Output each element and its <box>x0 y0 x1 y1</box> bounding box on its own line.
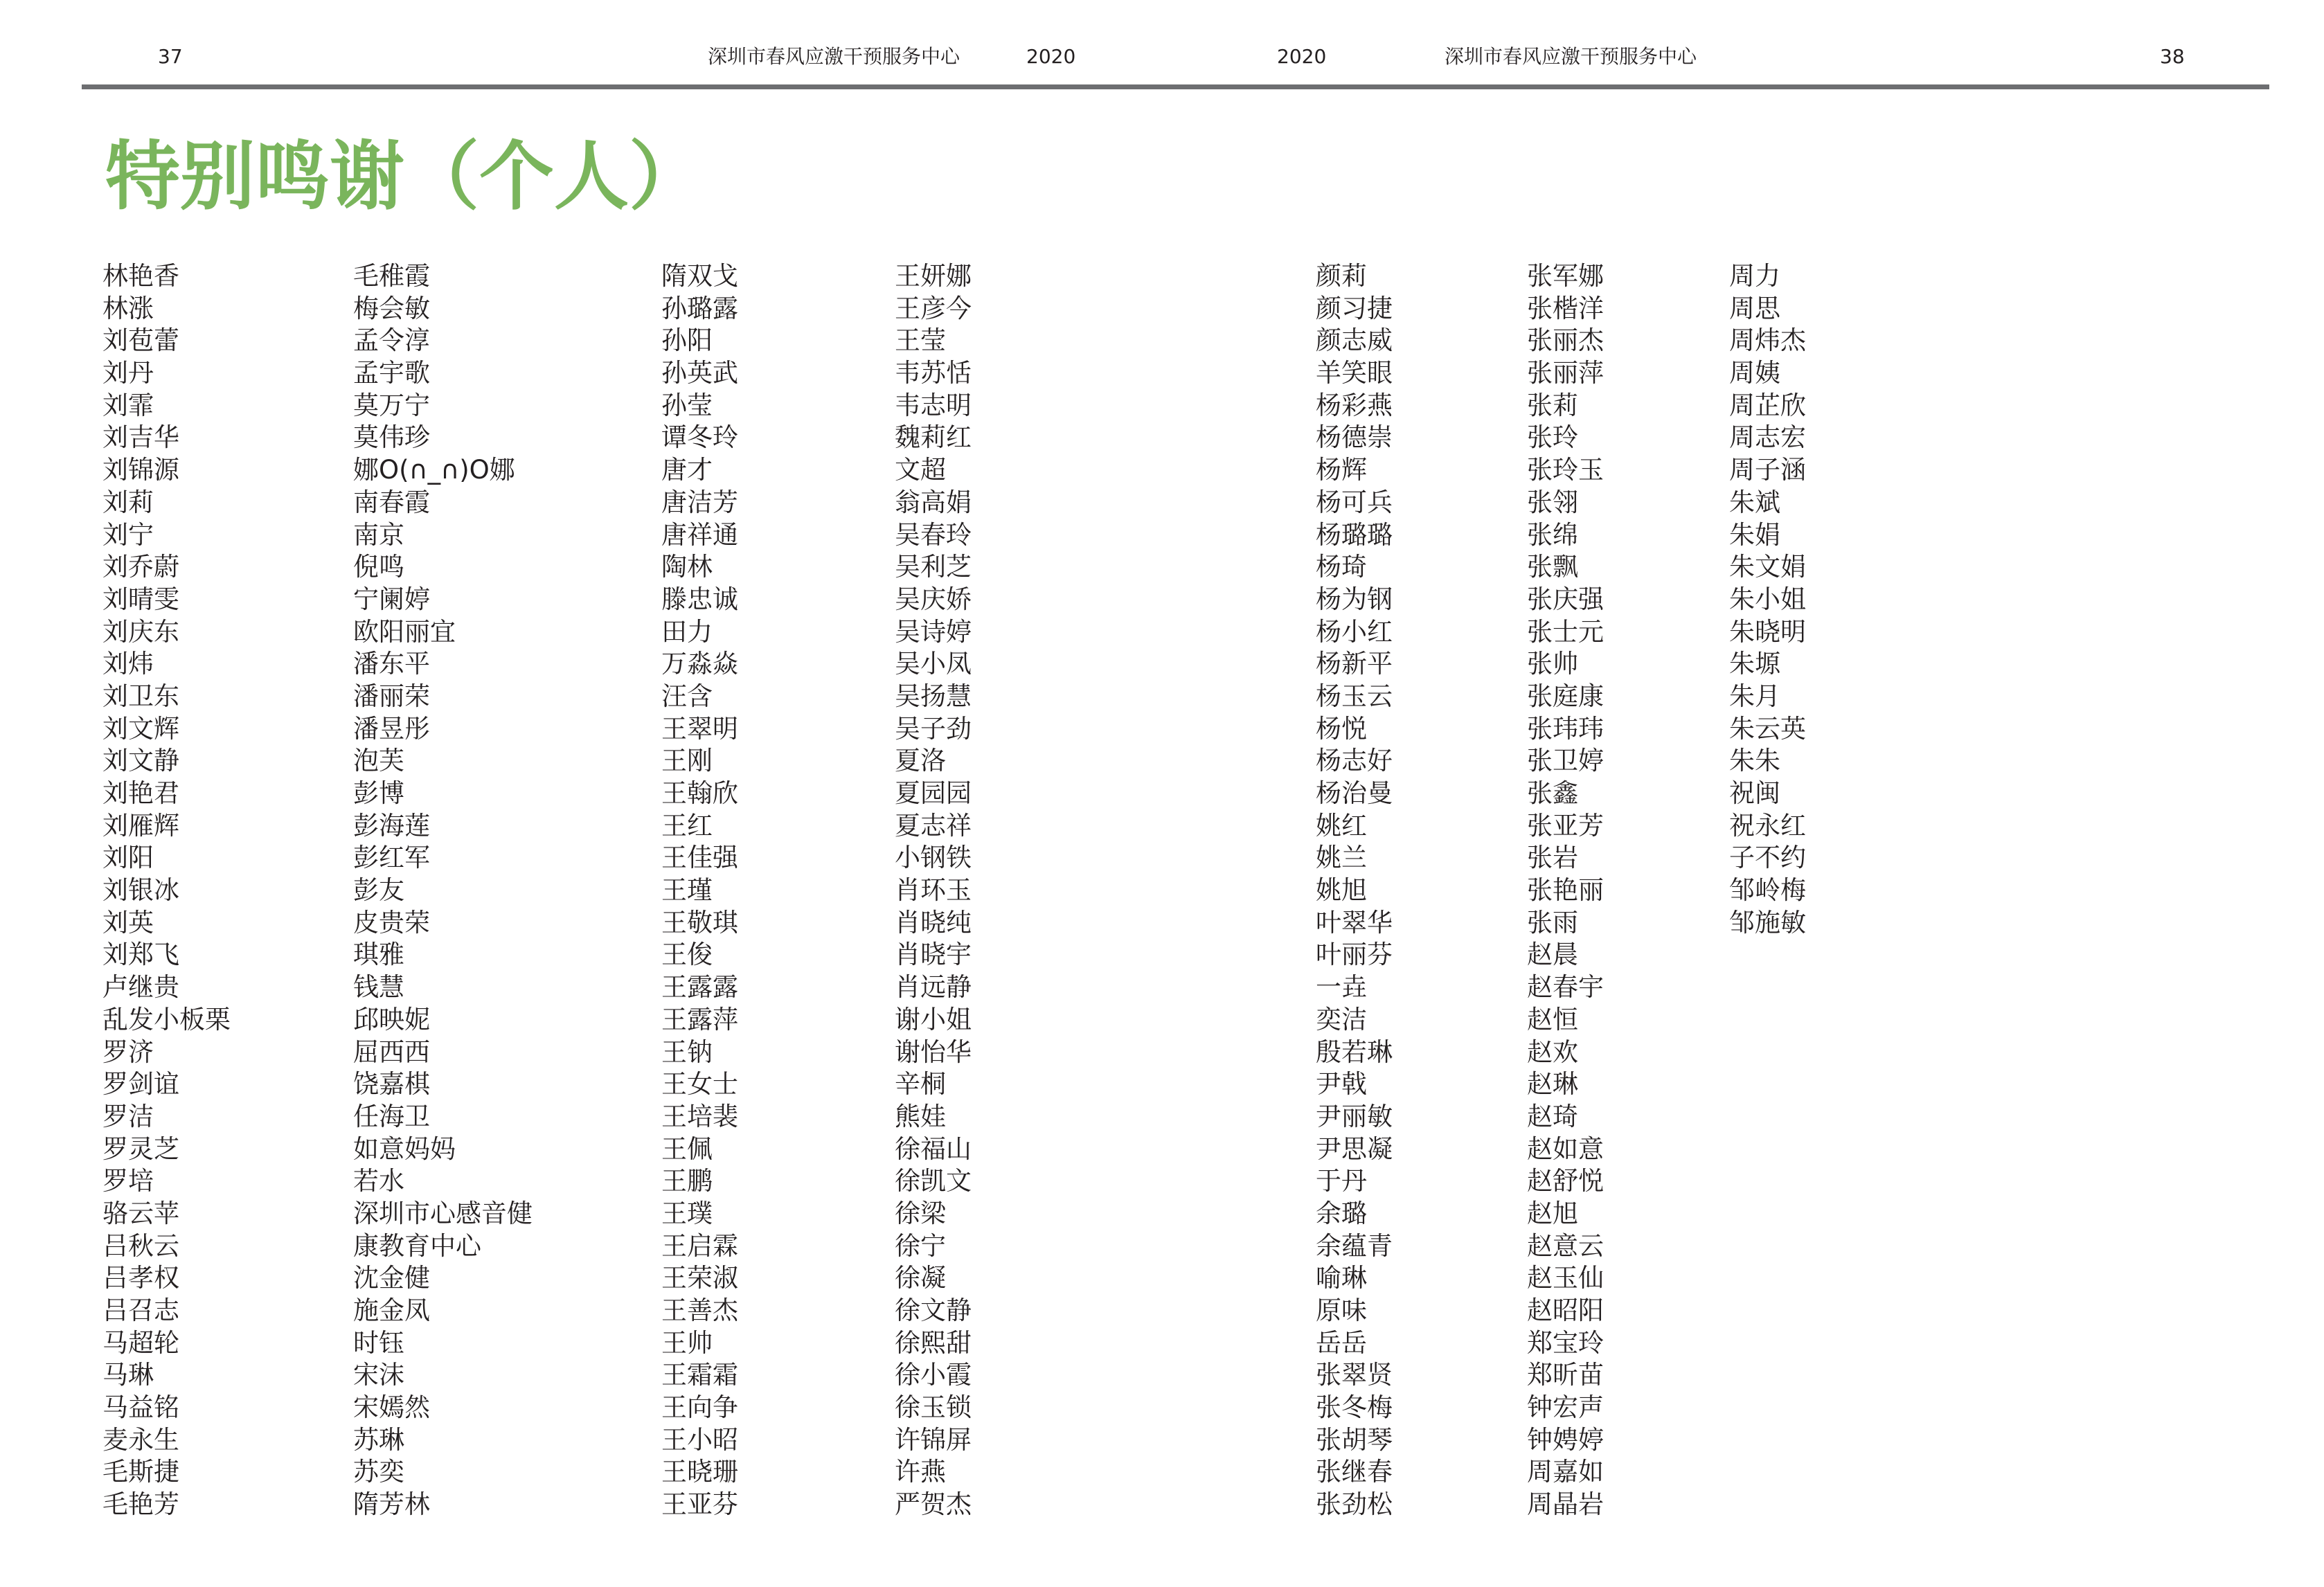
name-entry: 孙英武 <box>661 358 738 388</box>
name-entry: 杨小红 <box>1316 616 1393 647</box>
name-entry: 施金凤 <box>353 1295 430 1325</box>
name-entry: 徐凯文 <box>895 1166 972 1196</box>
right-header-organization: 深圳市春风应激干预服务中心 <box>1445 45 1697 68</box>
name-entry: 张庆强 <box>1527 584 1604 614</box>
name-entry: 钟娉婷 <box>1527 1424 1604 1455</box>
name-entry: 隋双戈 <box>661 261 738 291</box>
name-entry: 赵恒 <box>1527 1004 1578 1034</box>
name-entry: 苏琳 <box>353 1424 404 1455</box>
name-entry: 麦永生 <box>102 1424 179 1455</box>
name-entry: 张楷洋 <box>1527 293 1604 323</box>
name-entry: 南春霞 <box>353 487 430 517</box>
name-entry: 万淼焱 <box>661 649 738 679</box>
name-entry: 王钠 <box>661 1037 713 1067</box>
name-entry: 周姨 <box>1729 358 1780 388</box>
name-entry: 子不约 <box>1729 843 1806 873</box>
name-entry: 张飘 <box>1527 552 1578 582</box>
name-entry: 吴春玲 <box>895 519 972 550</box>
name-entry: 刘炜 <box>102 649 154 679</box>
header-divider <box>82 84 2269 89</box>
name-entry: 王莹 <box>895 325 946 356</box>
name-entry: 赵昭阳 <box>1527 1295 1604 1325</box>
name-entry: 皮贵荣 <box>353 907 430 938</box>
name-entry: 王荣淑 <box>661 1263 738 1293</box>
name-entry: 周志宏 <box>1729 422 1806 453</box>
name-entry: 叶翠华 <box>1316 907 1393 938</box>
name-entry: 邹岭梅 <box>1729 875 1806 906</box>
name-entry: 王佩 <box>661 1133 713 1164</box>
name-entry: 刘锦源 <box>102 455 179 485</box>
name-entry: 赵舒悦 <box>1527 1166 1604 1196</box>
name-entry: 张卫婷 <box>1527 746 1604 776</box>
name-entry: 朱塬 <box>1729 649 1780 679</box>
name-entry: 刘霏 <box>102 390 154 420</box>
name-entry: 孙璐露 <box>661 293 738 323</box>
name-entry: 刘雁辉 <box>102 810 179 841</box>
name-entry: 屈西西 <box>353 1037 430 1067</box>
name-entry: 张艳丽 <box>1527 875 1604 906</box>
name-entry: 朱小姐 <box>1729 584 1806 614</box>
name-entry: 周晶岩 <box>1527 1489 1604 1520</box>
name-entry: 唐祥通 <box>661 519 738 550</box>
name-entry: 王佳强 <box>661 843 738 873</box>
name-entry: 刘吉华 <box>102 422 179 453</box>
name-entry: 刘苞蕾 <box>102 325 179 356</box>
name-entry: 刘卫东 <box>102 681 179 711</box>
name-entry: 张绵 <box>1527 519 1578 550</box>
name-entry: 邹施敏 <box>1729 907 1806 938</box>
name-entry: 岳岳 <box>1316 1327 1367 1358</box>
name-entry: 梅会敏 <box>353 293 430 323</box>
name-entry: 肖晓纯 <box>895 907 972 938</box>
left-header-organization: 深圳市春风应激干预服务中心 <box>708 45 960 68</box>
name-entry: 王亚芬 <box>661 1489 738 1520</box>
name-entry: 时钰 <box>353 1327 404 1358</box>
name-entry: 周嘉如 <box>1527 1457 1604 1487</box>
name-entry: 郑宝玲 <box>1527 1327 1604 1358</box>
name-entry: 骆云苹 <box>102 1198 179 1228</box>
name-entry: 王刚 <box>661 746 713 776</box>
name-entry: 孙阳 <box>661 325 713 356</box>
name-entry: 田力 <box>661 616 713 647</box>
name-entry: 刘宁 <box>102 519 154 550</box>
name-entry: 王鹏 <box>661 1166 713 1196</box>
name-column <box>353 260 533 1521</box>
name-entry: 莫万宁 <box>353 390 430 420</box>
name-entry: 夏洛 <box>895 746 946 776</box>
name-entry: 宋嫣然 <box>353 1392 430 1423</box>
name-entry: 杨辉 <box>1316 455 1367 485</box>
name-entry: 汪含 <box>661 681 713 711</box>
name-entry: 杨可兵 <box>1316 487 1393 517</box>
name-entry: 王启霖 <box>661 1230 738 1261</box>
name-entry: 彭红军 <box>353 843 430 873</box>
name-entry: 朱月 <box>1729 681 1780 711</box>
name-entry: 张翠贤 <box>1316 1360 1393 1390</box>
name-entry: 谢小姐 <box>895 1004 972 1034</box>
name-entry: 马益铭 <box>102 1392 179 1423</box>
name-entry: 谭冬玲 <box>661 422 738 453</box>
name-entry: 张鑫 <box>1527 778 1578 808</box>
name-entry: 张军娜 <box>1527 261 1604 291</box>
name-entry: 刘文辉 <box>102 713 179 744</box>
name-entry: 刘银冰 <box>102 875 179 906</box>
name-entry: 倪鸣 <box>353 552 404 582</box>
name-entry: 肖环玉 <box>895 875 972 906</box>
name-entry: 隋芳林 <box>353 1489 430 1520</box>
name-entry: 赵如意 <box>1527 1133 1604 1164</box>
name-entry: 颜志威 <box>1316 325 1393 356</box>
name-entry: 颜莉 <box>1316 261 1367 291</box>
name-entry: 周思 <box>1729 293 1780 323</box>
name-entry: 唐才 <box>661 455 713 485</box>
name-entry: 喻琳 <box>1316 1263 1367 1293</box>
name-entry: 赵欢 <box>1527 1037 1578 1067</box>
name-entry: 刘丹 <box>102 358 154 388</box>
right-header-year: 2020 <box>1277 45 1327 68</box>
name-entry: 林艳香 <box>102 261 179 291</box>
name-entry: 刘阳 <box>102 843 154 873</box>
name-entry: 辛桐 <box>895 1069 946 1100</box>
name-entry: 翁高娟 <box>895 487 972 517</box>
name-entry: 徐熙甜 <box>895 1327 972 1358</box>
name-entry: 刘英 <box>102 907 154 938</box>
name-entry: 欧阳丽宜 <box>353 616 456 647</box>
name-entry: 王璞 <box>661 1198 713 1228</box>
name-entry: 孟宇歌 <box>353 358 430 388</box>
name-entry: 张玮玮 <box>1527 713 1604 744</box>
name-entry: 张继春 <box>1316 1457 1393 1487</box>
name-entry: 钱慧 <box>353 972 404 1003</box>
name-entry: 吕孝权 <box>102 1263 179 1293</box>
name-entry: 陶林 <box>661 552 713 582</box>
name-entry: 张帅 <box>1527 649 1578 679</box>
name-entry: 魏莉红 <box>895 422 972 453</box>
name-entry: 徐玉锁 <box>895 1392 972 1423</box>
name-entry: 吴庆娇 <box>895 584 972 614</box>
name-entry: 刘文静 <box>102 746 179 776</box>
name-entry: 王向争 <box>661 1392 738 1423</box>
name-entry: 朱文娟 <box>1729 552 1806 582</box>
name-entry: 毛稚霞 <box>353 261 430 291</box>
name-entry: 乱发小板栗 <box>102 1004 231 1034</box>
name-entry: 卢继贵 <box>102 972 179 1003</box>
name-entry: 张胡琴 <box>1316 1424 1393 1455</box>
name-entry: 姚旭 <box>1316 875 1367 906</box>
name-entry: 夏园园 <box>895 778 972 808</box>
name-entry: 殷若琳 <box>1316 1037 1393 1067</box>
name-entry: 朱娟 <box>1729 519 1780 550</box>
name-entry: 饶嘉棋 <box>353 1069 430 1100</box>
name-entry: 徐小霞 <box>895 1360 972 1390</box>
name-entry: 王俊 <box>661 940 713 970</box>
name-entry: 杨璐璐 <box>1316 519 1393 550</box>
name-entry: 苏奕 <box>353 1457 404 1487</box>
name-entry: 如意妈妈 <box>353 1133 456 1164</box>
name-entry: 琪雅 <box>353 940 404 970</box>
name-entry: 朱晓明 <box>1729 616 1806 647</box>
name-entry: 王霜霜 <box>661 1360 738 1390</box>
name-entry: 王彦今 <box>895 293 972 323</box>
page-title: 特别鸣谢（个人） <box>105 133 704 220</box>
name-entry: 滕忠诚 <box>661 584 738 614</box>
name-entry: 罗剑谊 <box>102 1069 179 1100</box>
name-entry: 王女士 <box>661 1069 738 1100</box>
name-entry: 若水 <box>353 1166 404 1196</box>
name-entry: 杨为钢 <box>1316 584 1393 614</box>
name-entry: 刘庆东 <box>102 616 179 647</box>
name-entry: 徐凝 <box>895 1263 946 1293</box>
name-column <box>1316 260 1393 1521</box>
name-entry: 赵琦 <box>1527 1101 1578 1131</box>
name-entry: 彭博 <box>353 778 404 808</box>
name-entry: 罗济 <box>102 1037 154 1067</box>
name-entry: 朱斌 <box>1729 487 1780 517</box>
name-entry: 杨彩燕 <box>1316 390 1393 420</box>
name-entry: 肖晓宇 <box>895 940 972 970</box>
name-entry: 徐福山 <box>895 1133 972 1164</box>
name-entry: 羊笑眼 <box>1316 358 1393 388</box>
name-entry: 刘晴雯 <box>102 584 179 614</box>
name-entry: 邱映妮 <box>353 1004 430 1034</box>
name-entry: 彭海莲 <box>353 810 430 841</box>
name-entry: 罗洁 <box>102 1101 154 1131</box>
name-entry: 林涨 <box>102 293 154 323</box>
name-entry: 文超 <box>895 455 946 485</box>
name-entry: 张翎 <box>1527 487 1578 517</box>
name-entry: 罗培 <box>102 1166 154 1196</box>
name-entry: 南京 <box>353 519 404 550</box>
name-entry: 吴扬慧 <box>895 681 972 711</box>
name-entry: 许锦屏 <box>895 1424 972 1455</box>
name-entry: 一垚 <box>1316 972 1367 1003</box>
name-entry: 吴子劲 <box>895 713 972 744</box>
name-column <box>661 260 738 1521</box>
name-entry: 祝闽 <box>1729 778 1780 808</box>
name-entry: 张岩 <box>1527 843 1578 873</box>
name-entry: 泡芙 <box>353 746 404 776</box>
name-entry: 颜习捷 <box>1316 293 1393 323</box>
name-entry: 刘郑飞 <box>102 940 179 970</box>
name-entry: 莫伟珍 <box>353 422 430 453</box>
name-entry: 孟令淳 <box>353 325 430 356</box>
name-entry: 于丹 <box>1316 1166 1367 1196</box>
name-entry: 杨新平 <box>1316 649 1393 679</box>
name-entry: 王翰欣 <box>661 778 738 808</box>
name-entry: 吴利芝 <box>895 552 972 582</box>
name-entry: 娜O(∩_∩)O娜 <box>353 455 515 485</box>
name-entry: 吴小凤 <box>895 649 972 679</box>
name-entry: 朱云英 <box>1729 713 1806 744</box>
name-entry: 钟宏声 <box>1527 1392 1604 1423</box>
name-entry: 周力 <box>1729 261 1780 291</box>
name-entry: 赵春宇 <box>1527 972 1604 1003</box>
name-entry: 周炜杰 <box>1729 325 1806 356</box>
name-entry: 郑昕苗 <box>1527 1360 1604 1390</box>
name-entry: 张士元 <box>1527 616 1604 647</box>
name-entry: 潘东平 <box>353 649 430 679</box>
name-entry: 任海卫 <box>353 1101 430 1131</box>
name-entry: 赵琳 <box>1527 1069 1578 1100</box>
name-entry: 毛艳芳 <box>102 1489 179 1520</box>
name-entry: 潘昱彤 <box>353 713 430 744</box>
name-entry: 潘丽荣 <box>353 681 430 711</box>
left-header-year: 2020 <box>1026 45 1076 68</box>
name-entry: 许燕 <box>895 1457 946 1487</box>
name-entry: 深圳市心感音健 <box>353 1198 533 1228</box>
name-entry: 王露露 <box>661 972 738 1003</box>
name-entry: 杨德崇 <box>1316 422 1393 453</box>
name-entry: 王晓珊 <box>661 1457 738 1487</box>
name-entry: 沈金健 <box>353 1263 430 1293</box>
name-entry: 赵晨 <box>1527 940 1578 970</box>
name-entry: 罗灵芝 <box>102 1133 179 1164</box>
name-column <box>1729 260 1806 939</box>
name-entry: 宁阑婷 <box>353 584 430 614</box>
name-entry: 夏志祥 <box>895 810 972 841</box>
name-entry: 王帅 <box>661 1327 713 1358</box>
name-entry: 周芷欣 <box>1729 390 1806 420</box>
name-entry: 王瑾 <box>661 875 713 906</box>
name-entry: 康教育中心 <box>353 1230 481 1261</box>
name-entry: 刘艳君 <box>102 778 179 808</box>
name-entry: 尹丽敏 <box>1316 1101 1393 1131</box>
name-entry: 尹戟 <box>1316 1069 1367 1100</box>
name-entry: 叶丽芬 <box>1316 940 1393 970</box>
name-entry: 马超轮 <box>102 1327 179 1358</box>
name-entry: 周子涵 <box>1729 455 1806 485</box>
name-entry: 徐文静 <box>895 1295 972 1325</box>
name-entry: 杨治曼 <box>1316 778 1393 808</box>
right-page-number: 38 <box>2160 45 2185 68</box>
name-entry: 马琳 <box>102 1360 154 1390</box>
name-entry: 刘莉 <box>102 487 154 517</box>
name-entry: 徐梁 <box>895 1198 946 1228</box>
name-entry: 张莉 <box>1527 390 1578 420</box>
name-entry: 余璐 <box>1316 1198 1367 1228</box>
name-entry: 赵玉仙 <box>1527 1263 1604 1293</box>
name-entry: 原味 <box>1316 1295 1367 1325</box>
name-entry: 吕秋云 <box>102 1230 179 1261</box>
name-entry: 唐洁芳 <box>661 487 738 517</box>
name-entry: 王妍娜 <box>895 261 972 291</box>
left-page-number: 37 <box>158 45 183 68</box>
name-entry: 韦苏恬 <box>895 358 972 388</box>
name-entry: 赵意云 <box>1527 1230 1604 1261</box>
name-entry: 杨志好 <box>1316 746 1393 776</box>
name-entry: 杨琦 <box>1316 552 1367 582</box>
name-entry: 赵旭 <box>1527 1198 1578 1228</box>
name-entry: 王敬琪 <box>661 907 738 938</box>
name-entry: 王红 <box>661 810 713 841</box>
name-entry: 张丽杰 <box>1527 325 1604 356</box>
name-entry: 王培裴 <box>661 1101 738 1131</box>
name-entry: 吕召志 <box>102 1295 179 1325</box>
name-entry: 张劲松 <box>1316 1489 1393 1520</box>
name-column <box>102 260 231 1521</box>
name-entry: 朱朱 <box>1729 746 1780 776</box>
name-entry: 祝永红 <box>1729 810 1806 841</box>
name-entry: 张冬梅 <box>1316 1392 1393 1423</box>
name-entry: 严贺杰 <box>895 1489 972 1520</box>
name-entry: 毛斯捷 <box>102 1457 179 1487</box>
name-entry: 肖远静 <box>895 972 972 1003</box>
name-entry: 尹思凝 <box>1316 1133 1393 1164</box>
name-entry: 王露萍 <box>661 1004 738 1034</box>
name-entry: 张丽萍 <box>1527 358 1604 388</box>
name-entry: 吴诗婷 <box>895 616 972 647</box>
name-entry: 张亚芳 <box>1527 810 1604 841</box>
name-entry: 张雨 <box>1527 907 1578 938</box>
name-entry: 姚兰 <box>1316 843 1367 873</box>
name-entry: 王小昭 <box>661 1424 738 1455</box>
name-entry: 谢怡华 <box>895 1037 972 1067</box>
name-entry: 王翠明 <box>661 713 738 744</box>
name-entry: 王善杰 <box>661 1295 738 1325</box>
name-entry: 熊娃 <box>895 1101 946 1131</box>
name-entry: 张玲 <box>1527 422 1578 453</box>
name-entry: 小钢铁 <box>895 843 972 873</box>
name-entry: 孙莹 <box>661 390 713 420</box>
name-entry: 张庭康 <box>1527 681 1604 711</box>
name-entry: 奕洁 <box>1316 1004 1367 1034</box>
name-entry: 刘乔蔚 <box>102 552 179 582</box>
name-entry: 姚红 <box>1316 810 1367 841</box>
name-entry: 张玲玉 <box>1527 455 1604 485</box>
name-entry: 宋沫 <box>353 1360 404 1390</box>
name-entry: 彭友 <box>353 875 404 906</box>
name-entry: 韦志明 <box>895 390 972 420</box>
name-entry: 徐宁 <box>895 1230 946 1261</box>
name-entry: 余蕴青 <box>1316 1230 1393 1261</box>
name-entry: 杨悦 <box>1316 713 1367 744</box>
name-entry: 杨玉云 <box>1316 681 1393 711</box>
name-column <box>1527 260 1604 1521</box>
name-column <box>895 260 972 1521</box>
